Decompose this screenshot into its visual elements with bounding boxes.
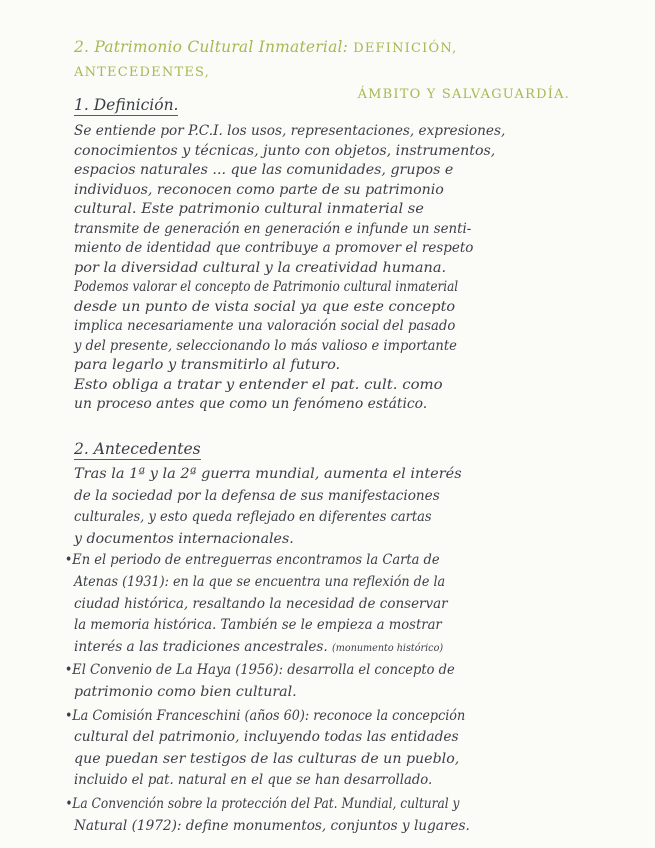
text-line: • El Convenio de La Haya (1956): desarrolla el concepto de <box>74 660 557 682</box>
text-line: implica necesariamente una valoración social del pasado <box>74 318 456 334</box>
text-line: Atenas (1931): en la que se encuentra una reflexión de la <box>74 573 446 590</box>
text-line: que puedan ser testigos de las culturas de un pueblo, <box>74 750 460 767</box>
title-sub-second: ÁMBITO Y SALVAGUARDÍA. <box>357 87 570 102</box>
text-line: Natural (1972): define monumentos, conjuntos y lugares. <box>74 817 470 834</box>
text-line: de la sociedad por la defensa de sus manifestaciones <box>74 487 440 504</box>
title-main: 2. Patrimonio Cultural Inmaterial: <box>74 38 349 56</box>
text-line: culturales, y esto queda reflejado en diferentes cartas <box>74 509 432 526</box>
text-line: • En el periodo de entreguerras encontramos la Carta de <box>74 550 557 572</box>
antecedentes-intro <box>74 464 599 550</box>
title-sub-first: DEFINICIÓN, ANTECEDENTES, <box>74 41 458 80</box>
text-line: un proceso antes que como un fenómeno estático. <box>74 396 428 412</box>
list-item-comision-franceschini <box>74 706 599 792</box>
list-item-convenio-haya <box>74 660 599 703</box>
text-line: individuos, reconocen como parte de su patrimonio <box>74 181 444 198</box>
text-line: Esto obliga a tratar y entender el pat. cult. como <box>74 376 443 393</box>
text-line: • La Convención sobre la protección del Pat. Mundial, cultural y <box>74 794 526 816</box>
section-antecedentes-body <box>74 464 599 839</box>
text-line: Podemos valorar el concepto de Patrimonio cultural inmaterial <box>74 279 459 295</box>
text-line: Se entiende por P.C.I. los usos, representaciones, expresiones, <box>74 123 506 139</box>
section-antecedentes-heading-text: 2. Antecedentes <box>74 440 201 458</box>
text-line: por la diversidad cultural y la creatividad humana. <box>74 259 447 276</box>
text-line: Tras la 1ª y la 2ª guerra mundial, aumenta el interés <box>74 466 462 482</box>
text-line: cultural del patrimonio, incluyendo todas las entidades <box>74 729 459 746</box>
list-item-carta-atenas <box>74 550 599 658</box>
margin-note: (monumento histórico) <box>332 642 444 654</box>
text-line: conocimientos y técnicas, junto con objetos, instrumentos, <box>74 142 496 159</box>
text-line: cultural. Este patrimonio cultural inmaterial se <box>74 201 424 217</box>
text-line: transmite de generación en generación e infunde un senti- <box>74 220 472 237</box>
text-line: y del presente, seleccionando lo más valioso e importante <box>74 337 457 354</box>
text-line-part: interés a las tradiciones ancestrales. <box>74 638 328 655</box>
text-line: espacios naturales ... que las comunidades, grupos e <box>74 162 454 178</box>
section-definicion-heading <box>74 96 178 114</box>
text-line <box>74 637 578 659</box>
text-line: desde un punto de vista social ya que este concepto <box>74 298 456 315</box>
text-line-part: la memoria histórica. También se le empieza a mostrar <box>74 617 442 634</box>
list-item-convencion-1972 <box>74 794 599 837</box>
text-line: miento de identidad que contribuye a promover el respeto <box>74 240 474 256</box>
text-line: para legarlo y transmitirlo al futuro. <box>74 357 341 373</box>
text-line: patrimonio como bien cultural. <box>74 683 297 700</box>
text-line: incluido el pat. natural en el que se han desarrollado. <box>74 772 433 789</box>
section-definicion-body <box>74 122 599 415</box>
text-line: • La Comisión Franceschini (años 60): reconoce la concepción <box>74 706 547 728</box>
text-line <box>74 615 562 637</box>
section-definicion-heading-text: 1. Definición. <box>74 96 179 114</box>
text-line: y documentos internacionales. <box>74 530 294 547</box>
text-line: ciudad histórica, resaltando la necesidad de conservar <box>74 595 448 612</box>
section-antecedentes-heading <box>74 440 201 458</box>
